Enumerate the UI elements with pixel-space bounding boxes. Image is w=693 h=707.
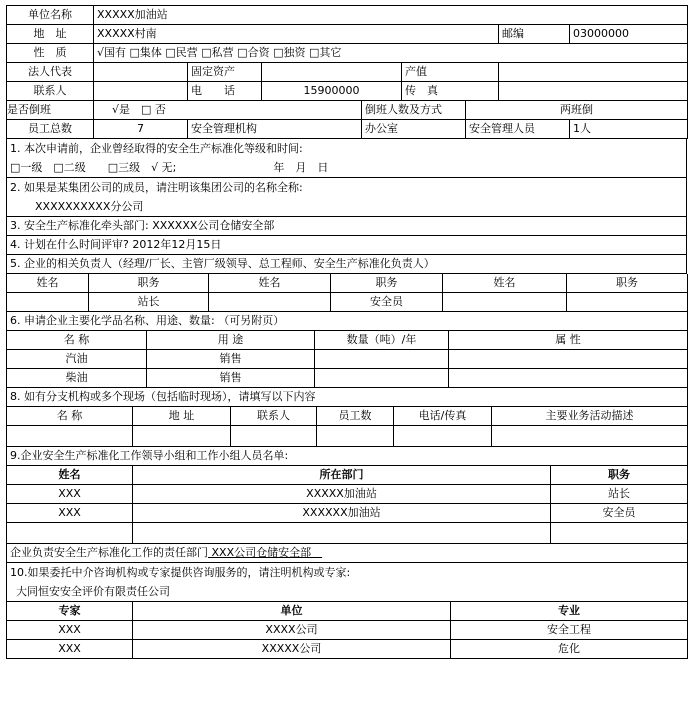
q4-row — [7, 236, 687, 255]
q8-header-name: 名 称 — [7, 407, 133, 426]
employees-label: 员工总数 — [7, 120, 94, 139]
q5-cell[interactable] — [443, 293, 567, 312]
q9-cell[interactable] — [133, 523, 551, 544]
row-nature — [7, 44, 688, 63]
shift-options[interactable]: √是 □ 否 — [94, 101, 362, 120]
q10-question: 10.如果委托中介咨询机构或专家提供咨询服务的，请注明机构或专家: — [10, 566, 351, 579]
row-address — [7, 25, 688, 44]
output-value-value[interactable] — [499, 63, 688, 82]
q2-row — [7, 178, 687, 217]
safety-org-label: 安全管理机构 — [188, 120, 362, 139]
q3-row — [7, 217, 687, 236]
q10-table — [6, 602, 688, 659]
q5-data-row — [7, 293, 688, 312]
q6-cell[interactable] — [449, 350, 688, 369]
row-legal-rep — [7, 63, 688, 82]
q5-row — [7, 255, 687, 274]
q9-resp-cell — [7, 544, 688, 563]
q6-text: 6. 申请企业主要化学品名称、用途、数量: （可另附页） — [7, 312, 688, 331]
q1-answer-line — [10, 158, 683, 177]
q8-header-address: 地 址 — [133, 407, 231, 426]
contact-value[interactable] — [94, 82, 188, 101]
q6-title-row — [7, 312, 688, 331]
q6-header-row — [7, 331, 688, 350]
q4-text: 4. 计划在什么时间评审? 2012年12月15日 — [7, 236, 687, 255]
q5-header-title-2: 职务 — [331, 274, 443, 293]
q2-question: 2. 如果是某集团公司的成员，请注明该集团公司的名称全称: — [10, 181, 303, 194]
q9-cell[interactable]: XXXXXX加油站 — [133, 504, 551, 523]
q10-cell — [7, 563, 688, 602]
q10-cell[interactable]: XXX — [7, 621, 133, 640]
q10-header-unit: 单位 — [133, 602, 451, 621]
fax-value[interactable] — [499, 82, 688, 101]
q9-cell[interactable]: XXX — [7, 504, 133, 523]
q2-cell — [7, 178, 687, 217]
legal-rep-value[interactable] — [94, 63, 188, 82]
q6-header-name: 名 称 — [7, 331, 147, 350]
q8-text: 8. 如有分支机构或多个现场（包括临时现场），请填写以下内容 — [7, 388, 688, 407]
q5-table — [6, 274, 688, 331]
postcode-label: 邮编 — [499, 25, 570, 44]
row-employees — [7, 120, 688, 139]
q8-cell[interactable] — [394, 426, 492, 447]
q10-answer[interactable]: 大同恒安安全评价有限责任公司 — [16, 585, 170, 598]
q10-data-row — [7, 640, 688, 659]
legal-rep-label: 法人代表 — [7, 63, 94, 82]
q5-header-name-2: 姓名 — [209, 274, 331, 293]
q9-table — [6, 466, 688, 602]
q8-table — [6, 407, 688, 466]
q9-data-row — [7, 485, 688, 504]
shift-count-label: 倒班人数及方式 — [362, 101, 466, 120]
q6-cell[interactable] — [315, 350, 449, 369]
q8-header-activity: 主要业务活动描述 — [492, 407, 688, 426]
q5-header-title-1: 职务 — [89, 274, 209, 293]
q6-table — [6, 331, 688, 407]
fixed-assets-value[interactable] — [262, 63, 402, 82]
q1-cell — [7, 139, 687, 178]
q5-header-title-3: 职务 — [567, 274, 688, 293]
nature-options[interactable]: √国有 □集体 □民营 □私营 □合资 □独资 □其它 — [94, 44, 688, 63]
row-contact — [7, 82, 688, 101]
q8-cell[interactable] — [133, 426, 231, 447]
q9-cell[interactable]: 站长 — [551, 485, 688, 504]
q6-cell[interactable] — [315, 369, 449, 388]
safety-staff-label: 安全管理人员 — [466, 120, 570, 139]
q6-data-row — [7, 350, 688, 369]
output-value-label: 产值 — [402, 63, 499, 82]
q10-cell[interactable]: 危化 — [451, 640, 688, 659]
phone-label: 电 话 — [188, 82, 262, 101]
q9-resp-value[interactable]: XXX公司仓储安全部 — [208, 546, 323, 559]
q9-data-row — [7, 504, 688, 523]
q9-resp-label: 企业负责安全生产标准化工作的责任部门 — [10, 546, 208, 559]
q10-header-row — [7, 602, 688, 621]
q6-data-row — [7, 369, 688, 388]
q8-cell[interactable] — [492, 426, 688, 447]
address-label: 地 址 — [7, 25, 94, 44]
q8-header-contact: 联系人 — [231, 407, 317, 426]
q5-header-row — [7, 274, 688, 293]
q5-header-name-3: 姓名 — [443, 274, 567, 293]
q8-data-row — [7, 426, 688, 447]
q8-cell[interactable] — [231, 426, 317, 447]
q6-cell[interactable]: 柴油 — [7, 369, 147, 388]
safety-staff-value[interactable]: 1人 — [570, 120, 688, 139]
contact-label: 联系人 — [7, 82, 94, 101]
unit-name-value[interactable]: XXXXX加油站 — [94, 6, 688, 25]
row-shift — [7, 101, 688, 120]
q5-text: 5. 企业的相关负责人（经理/厂长、主管厂级领导、总工程师、安全生产标准化负责人） — [7, 255, 687, 274]
q8-header-row — [7, 407, 688, 426]
q10-cell[interactable]: XXXX公司 — [133, 621, 451, 640]
basic-info-table — [6, 5, 688, 139]
q9-cell[interactable]: XXXXX加油站 — [133, 485, 551, 504]
q10-header-expert: 专家 — [7, 602, 133, 621]
q6-cell[interactable] — [449, 369, 688, 388]
q6-cell[interactable]: 销售 — [147, 369, 315, 388]
q9-data-row — [7, 523, 688, 544]
shift-label: 是否倒班 — [7, 101, 94, 120]
q5-cell[interactable]: 安全员 — [331, 293, 443, 312]
q5-cell[interactable] — [7, 293, 89, 312]
q6-header-quantity: 数量（吨）/年 — [315, 331, 449, 350]
address-value[interactable]: XXXXX村南 — [94, 25, 499, 44]
q9-header-name: 姓名 — [7, 466, 133, 485]
unit-name-label: 单位名称 — [7, 6, 94, 25]
q9-cell[interactable] — [551, 523, 688, 544]
employees-value[interactable]: 7 — [94, 120, 188, 139]
q8-cell[interactable] — [7, 426, 133, 447]
q6-header-property: 属 性 — [449, 331, 688, 350]
q5-cell[interactable]: 站长 — [89, 293, 209, 312]
postcode-value[interactable]: 03000000 — [570, 25, 688, 44]
q6-cell[interactable]: 销售 — [147, 350, 315, 369]
q8-header-phone: 电话/传真 — [394, 407, 492, 426]
safety-org-value[interactable]: 办公室 — [362, 120, 466, 139]
q9-cell[interactable] — [7, 523, 133, 544]
q5-header-name-1: 姓名 — [7, 274, 89, 293]
q9-cell[interactable]: 安全员 — [551, 504, 688, 523]
q9-header-row — [7, 466, 688, 485]
application-form — [6, 5, 687, 659]
q3-text: 3. 安全生产标准化牵头部门: XXXXXX公司仓储安全部 — [7, 217, 687, 236]
q10-header-specialty: 专业 — [451, 602, 688, 621]
q10-title-row — [7, 563, 688, 602]
phone-value[interactable]: 15900000 — [262, 82, 402, 101]
q9-title-row — [7, 447, 688, 466]
q1-question: 1. 本次申请前，企业曾经取得的安全生产标准化等级和时间: — [10, 142, 303, 155]
q1-date[interactable]: 年 月 日 — [273, 161, 329, 174]
q1-level-options[interactable]: □一级 □二级 □三级 √ 无; — [10, 161, 177, 174]
q10-data-row — [7, 621, 688, 640]
shift-mode-value[interactable]: 两班倒 — [466, 101, 688, 120]
q8-title-row — [7, 388, 688, 407]
q9-header-dept: 所在部门 — [133, 466, 551, 485]
row-unit-name — [7, 6, 688, 25]
nature-label: 性 质 — [7, 44, 94, 63]
q10-cell[interactable]: 安全工程 — [451, 621, 688, 640]
q5-cell[interactable] — [567, 293, 688, 312]
q9-resp-row — [7, 544, 688, 563]
q6-cell[interactable]: 汽油 — [7, 350, 147, 369]
q1-row — [7, 139, 687, 178]
fax-label: 传 真 — [402, 82, 499, 101]
q9-header-title: 职务 — [551, 466, 688, 485]
q8-header-employees: 员工数 — [317, 407, 394, 426]
q2-answer[interactable]: XXXXXXXXXX分公司 — [35, 200, 144, 213]
q6-header-use: 用 途 — [147, 331, 315, 350]
fixed-assets-label: 固定资产 — [188, 63, 262, 82]
questions-table — [6, 139, 687, 274]
q9-cell[interactable]: XXX — [7, 485, 133, 504]
q10-cell[interactable]: XXXXX公司 — [133, 640, 451, 659]
q8-cell[interactable] — [317, 426, 394, 447]
q9-text: 9.企业安全生产标准化工作领导小组和工作小组人员名单: — [7, 447, 688, 466]
q5-cell[interactable] — [209, 293, 331, 312]
q10-cell[interactable]: XXX — [7, 640, 133, 659]
